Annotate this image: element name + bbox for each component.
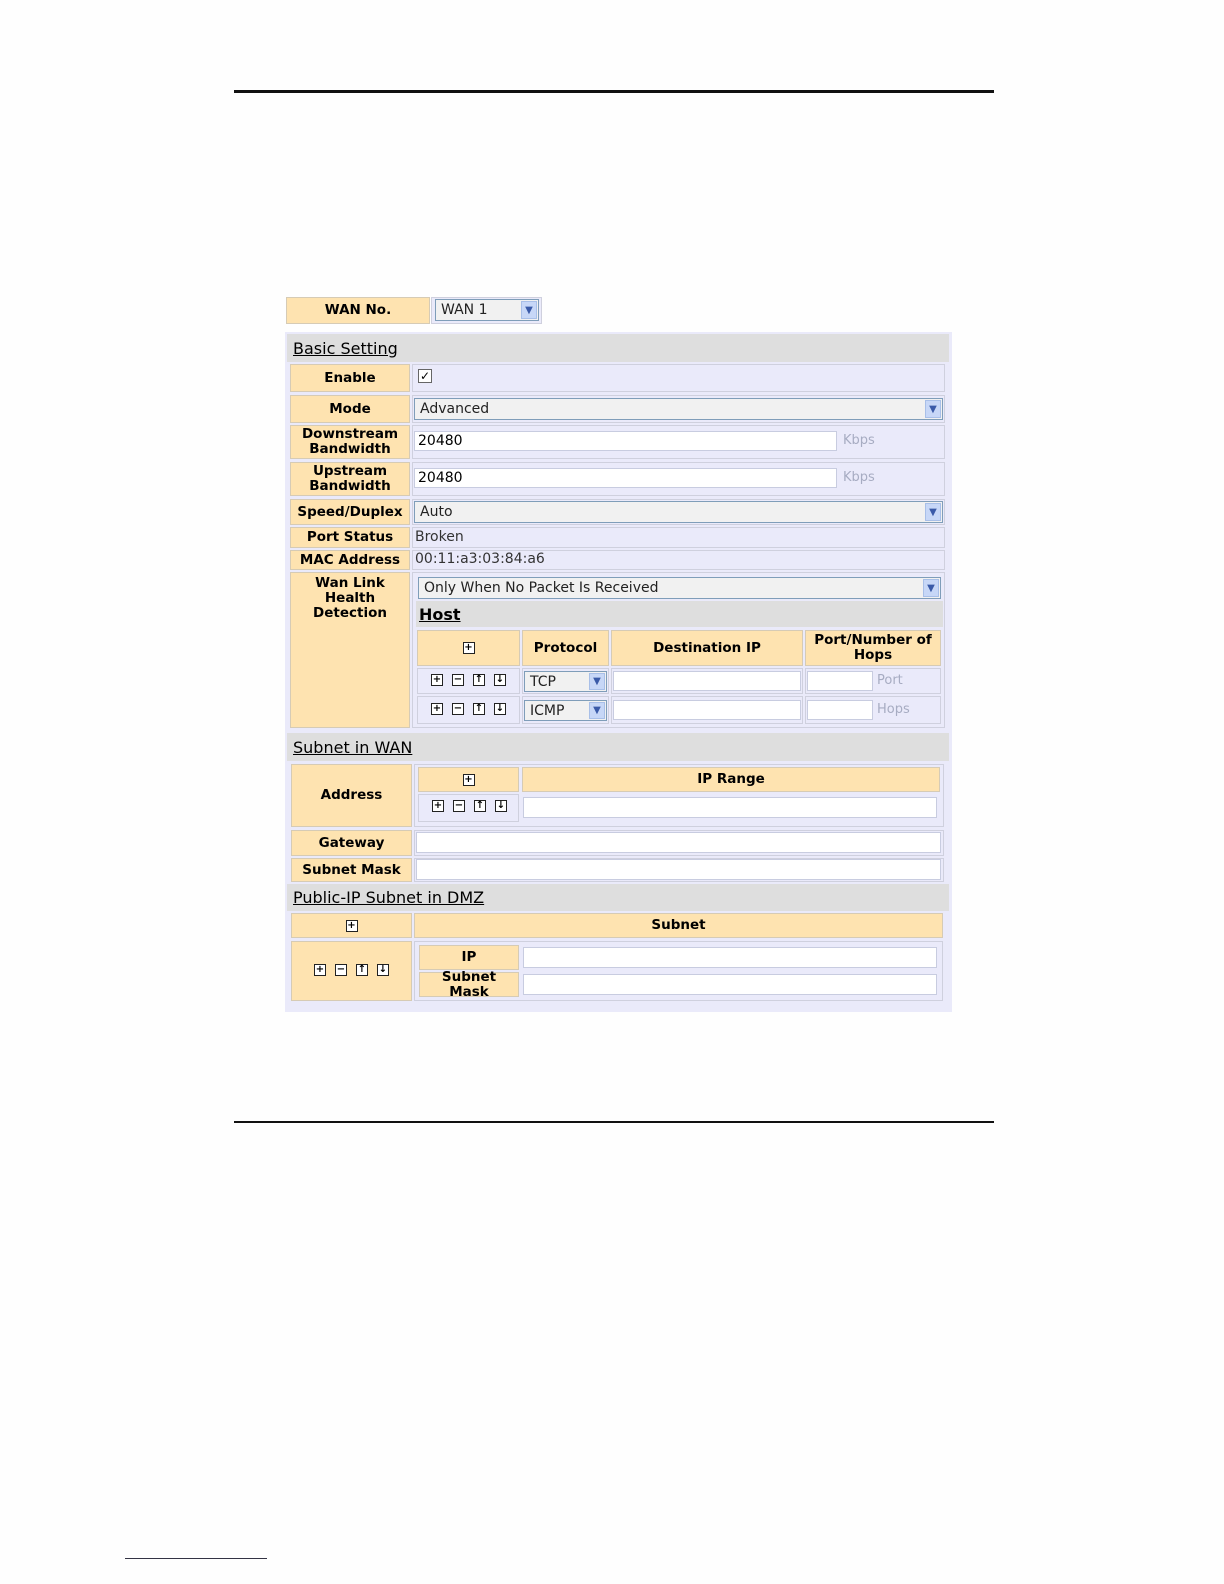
dmz-subnet-mask-input[interactable] [523, 974, 937, 995]
host-row-2-protocol-select[interactable] [524, 700, 607, 721]
wan-no-value: WAN 1 [441, 302, 488, 318]
enable-label: Enable [290, 364, 410, 392]
footnote-rule [125, 1558, 267, 1559]
enable-checkbox[interactable] [418, 369, 432, 383]
dmz-subnet-header: Public-IP Subnet in DMZ [287, 884, 949, 911]
gateway-label: Gateway [291, 830, 412, 856]
wan-no-select[interactable] [435, 299, 539, 321]
subnet-in-wan-header: Subnet in WAN [287, 733, 949, 761]
upstream-label: Upstream Bandwidth [290, 462, 410, 496]
move-up-icon[interactable]: ↑ [474, 674, 484, 685]
move-down-icon[interactable]: ↓ [496, 800, 506, 811]
upstream-value: 20480 [418, 470, 463, 486]
dmz-row-actions [291, 941, 412, 1001]
host-row-1-protocol-select[interactable] [524, 671, 607, 692]
protocol-header: Protocol [522, 630, 609, 666]
remove-icon[interactable]: − [453, 674, 463, 685]
speed-duplex-label: Speed/Duplex [290, 499, 410, 525]
upstream-unit: Kbps [843, 470, 875, 485]
port-hops-header: Port/Number of Hops [805, 630, 941, 666]
header-rule [234, 90, 994, 93]
address-label: Address [291, 764, 412, 827]
move-down-icon[interactable]: ↓ [378, 964, 388, 975]
wan-no-label: WAN No. [286, 297, 430, 324]
add-icon[interactable]: + [433, 800, 443, 811]
dmz-ip-input[interactable] [523, 947, 937, 968]
downstream-unit: Kbps [843, 433, 875, 448]
dmz-subnet-mask-label: Subnet Mask [419, 972, 519, 997]
speed-duplex-value: Auto [420, 504, 453, 520]
host-header: Host [416, 601, 943, 627]
ip-range-header: IP Range [522, 767, 940, 792]
add-icon[interactable]: + [464, 773, 473, 785]
move-down-icon[interactable]: ↓ [495, 703, 505, 714]
dmz-subnet-column-header: Subnet [414, 913, 943, 938]
add-icon[interactable]: + [432, 703, 442, 714]
mac-address-value: 00:11:a3:03:84:a6 [415, 551, 545, 567]
gateway-input[interactable] [416, 832, 941, 853]
chevron-down-icon: ▼ [925, 400, 941, 418]
host-row-2-protocol-value: ICMP [530, 702, 565, 719]
remove-icon[interactable]: − [336, 964, 346, 975]
dmz-add-header-cell [291, 913, 412, 938]
port-status-value: Broken [415, 529, 464, 545]
health-detection-label: Wan Link Health Detection [290, 572, 410, 728]
move-up-icon[interactable]: ↑ [474, 703, 484, 714]
mode-label: Mode [290, 395, 410, 423]
move-up-icon[interactable]: ↑ [475, 800, 485, 811]
destination-ip-header: Destination IP [611, 630, 803, 666]
host-row-1-dest-ip-input[interactable] [613, 671, 801, 691]
upstream-input[interactable] [414, 468, 837, 488]
chevron-down-icon: ▼ [521, 301, 537, 319]
mac-address-label: MAC Address [290, 550, 410, 570]
check-icon: ✓ [419, 369, 431, 383]
health-detection-select[interactable] [418, 577, 941, 599]
add-icon[interactable]: + [315, 964, 325, 975]
downstream-label: Downstream Bandwidth [290, 425, 410, 459]
mode-select[interactable] [414, 398, 943, 420]
subnet-mask-label: Subnet Mask [291, 858, 412, 882]
chevron-down-icon: ▼ [589, 702, 605, 719]
chevron-down-icon: ▼ [923, 579, 939, 597]
add-icon[interactable]: + [432, 674, 442, 685]
move-down-icon[interactable]: ↓ [495, 674, 505, 685]
port-status-label: Port Status [290, 527, 410, 548]
subnet-mask-input[interactable] [416, 859, 941, 880]
host-row-2-hops-input[interactable] [807, 700, 873, 720]
host-row-1-protocol-value: TCP [530, 673, 556, 690]
port-status-cell [412, 527, 945, 548]
host-row-1-unit: Port [877, 673, 903, 688]
host-row-1-port-input[interactable] [807, 671, 873, 691]
ip-range-input[interactable] [523, 797, 937, 818]
remove-icon[interactable]: − [454, 800, 464, 811]
mode-value: Advanced [420, 401, 490, 417]
speed-duplex-select[interactable] [414, 501, 943, 523]
address-add-header-cell [418, 767, 519, 792]
move-up-icon[interactable]: ↑ [357, 964, 367, 975]
add-icon[interactable]: + [347, 919, 356, 931]
chevron-down-icon: ▼ [589, 673, 605, 690]
add-icon[interactable]: + [464, 642, 473, 653]
health-detection-value: Only When No Packet Is Received [424, 580, 659, 596]
host-row-2-unit: Hops [877, 702, 910, 717]
remove-icon[interactable]: − [453, 703, 463, 714]
chevron-down-icon: ▼ [925, 503, 941, 521]
footer-rule [234, 1121, 994, 1123]
downstream-value: 20480 [418, 433, 463, 449]
dmz-ip-label: IP [419, 945, 519, 970]
basic-setting-header: Basic Setting [287, 334, 949, 362]
host-row-2-dest-ip-input[interactable] [613, 700, 801, 720]
enable-cell [412, 364, 945, 392]
host-add-header-cell [417, 630, 520, 666]
downstream-input[interactable] [414, 431, 837, 451]
